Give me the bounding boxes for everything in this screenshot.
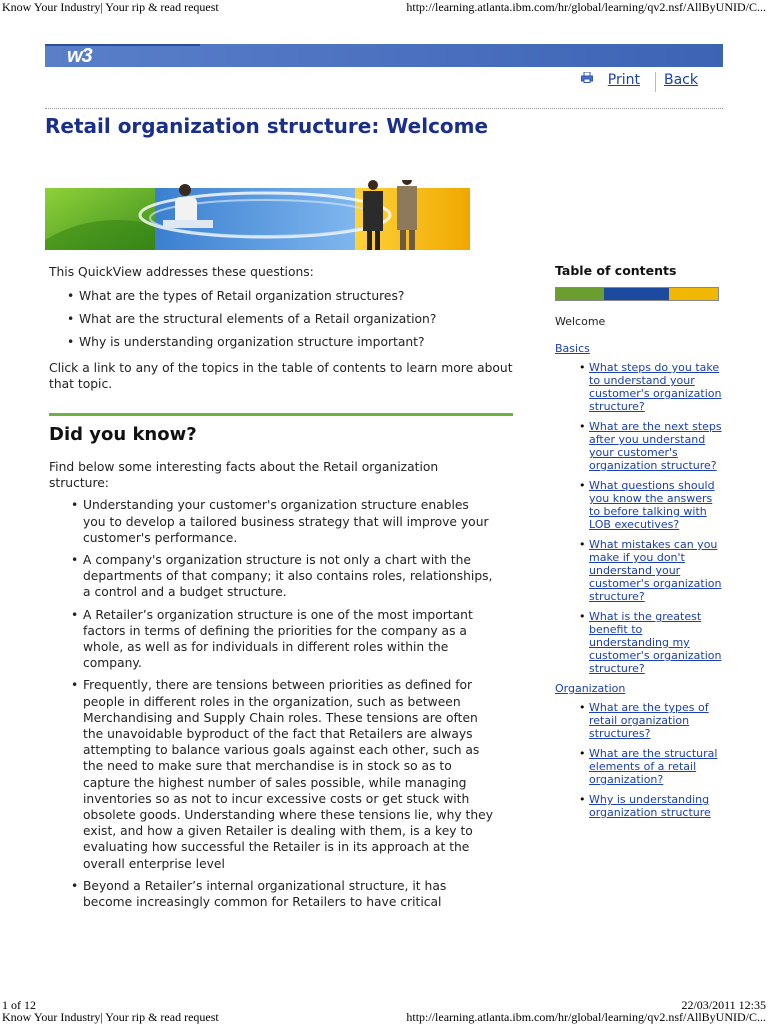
facts-section xyxy=(49,459,494,916)
page-title: Retail organization structure: Welcome xyxy=(45,114,489,138)
printer-icon xyxy=(581,72,593,83)
toc-link[interactable]: Why is understanding organization structure xyxy=(589,793,711,819)
toc-basics-list xyxy=(555,361,725,675)
toc-link[interactable]: What steps do you take to understand your customer's organization structure? xyxy=(589,361,722,413)
toc-link[interactable]: What are the next steps after you understand your customer's organization structure? xyxy=(589,420,722,472)
toc-bar-yellow xyxy=(669,288,718,300)
facts-list xyxy=(49,497,494,910)
list-item xyxy=(589,479,725,531)
list-item xyxy=(589,538,725,603)
list-item xyxy=(589,420,725,472)
toc-color-bar xyxy=(555,287,719,301)
w3-logo: w3 xyxy=(67,45,92,67)
print-link[interactable]: Print xyxy=(607,72,640,88)
list-item: • Frequently, there are tensions between priorities as defined for people in different roles in the organization, such as between Merchandising and Supply Chain roles. These tensions are often the unavoidable byproduct of the fact that Retailers are always attempting to balance various goals against each other, such as the need to make sure that merchandise is in stock so as to capture the highest number of sales possible, while managing inventories so as not to incur excessive costs or get stuck with obsolete goods. Understanding where these tensions lie, why they exist, and how a given Retailer is dealing with them, is a key to evaluating how successful the Retailer is in its approach at the overall enterprise level xyxy=(83,677,494,871)
green-divider xyxy=(49,413,513,416)
list-item: • A company's organization structure is not only a chart with the departments of that company; it also contains roles, relationships, a control and a budget structure. xyxy=(83,552,494,601)
toc-link[interactable]: What are the types of retail organization structures? xyxy=(589,701,709,740)
print-datetime: 22/03/2011 12:35 xyxy=(681,998,766,1012)
hero-image xyxy=(45,180,470,250)
list-item: • Beyond a Retailer’s internal organizational structure, it has become increasingly common for Retailers to have critical xyxy=(83,878,494,910)
print-header-url: http://learning.atlanta.ibm.com/hr/global/learning/qv2.nsf/AllByUNID/C... xyxy=(406,0,766,14)
table-of-contents xyxy=(555,264,725,826)
did-you-know-heading: Did you know? xyxy=(49,424,197,445)
list-item xyxy=(589,747,725,786)
toc-link[interactable]: What questions should you know the answers to before talking with LOB executives? xyxy=(589,479,715,531)
page-number: 1 of 12 xyxy=(2,998,36,1012)
toc-section-organization[interactable]: Organization xyxy=(555,682,626,695)
toc-bar-blue xyxy=(604,288,669,300)
intro-lead: This QuickView addresses these questions: xyxy=(49,265,314,279)
print-footer xyxy=(0,998,768,1024)
toc-heading: Table of contents xyxy=(555,263,677,278)
toc-link[interactable]: What are the structural elements of a retail organization? xyxy=(589,747,718,786)
toolbar-separator xyxy=(655,72,656,92)
footer-line-2 xyxy=(0,1010,768,1024)
toc-organization-list xyxy=(555,701,725,819)
toc-link[interactable]: What mistakes can you make if you don't understand your customer's organization structure? xyxy=(589,538,722,603)
toc-bar-green xyxy=(556,288,604,300)
print-link-wrap xyxy=(581,72,640,88)
print-header-title: Know Your Industry| Your rip & read request xyxy=(2,0,219,14)
list-item: • Why is understanding organization structure important? xyxy=(79,334,519,350)
dotted-divider xyxy=(45,108,723,109)
list-item: • What are the structural elements of a Retail organization? xyxy=(79,311,519,327)
back-link[interactable]: Back xyxy=(664,72,698,88)
list-item xyxy=(589,701,725,740)
toc-section-basics[interactable]: Basics xyxy=(555,342,590,355)
list-item xyxy=(589,793,725,819)
list-item: • Understanding your customer's organization structure enables you to develop a tailored business strategy that will improve your customer's performance. xyxy=(83,497,494,546)
intro-click-text: Click a link to any of the topics in the table of contents to learn more about that topic. xyxy=(49,361,513,391)
list-item: • What are the types of Retail organization structures? xyxy=(79,288,519,304)
print-footer-url: http://learning.atlanta.ibm.com/hr/global/learning/qv2.nsf/AllByUNID/C... xyxy=(406,1010,766,1024)
intro-section xyxy=(49,264,519,392)
toc-link[interactable]: What is the greatest benefit to understanding my customer's organization structure? xyxy=(589,610,722,675)
w3-banner xyxy=(45,44,723,67)
toc-welcome: Welcome xyxy=(555,315,606,328)
facts-lead: Find below some interesting facts about the Retail organization structure: xyxy=(49,460,439,491)
list-item: • A Retailer’s organization structure is one of the most important factors in terms of defining the priorities for the company as a whole, as well as for individuals in different roles within the company. xyxy=(83,607,494,672)
list-item xyxy=(589,361,725,413)
list-item xyxy=(589,610,725,675)
print-footer-title: Know Your Industry| Your rip & read request xyxy=(2,1010,219,1024)
question-list xyxy=(49,288,519,350)
